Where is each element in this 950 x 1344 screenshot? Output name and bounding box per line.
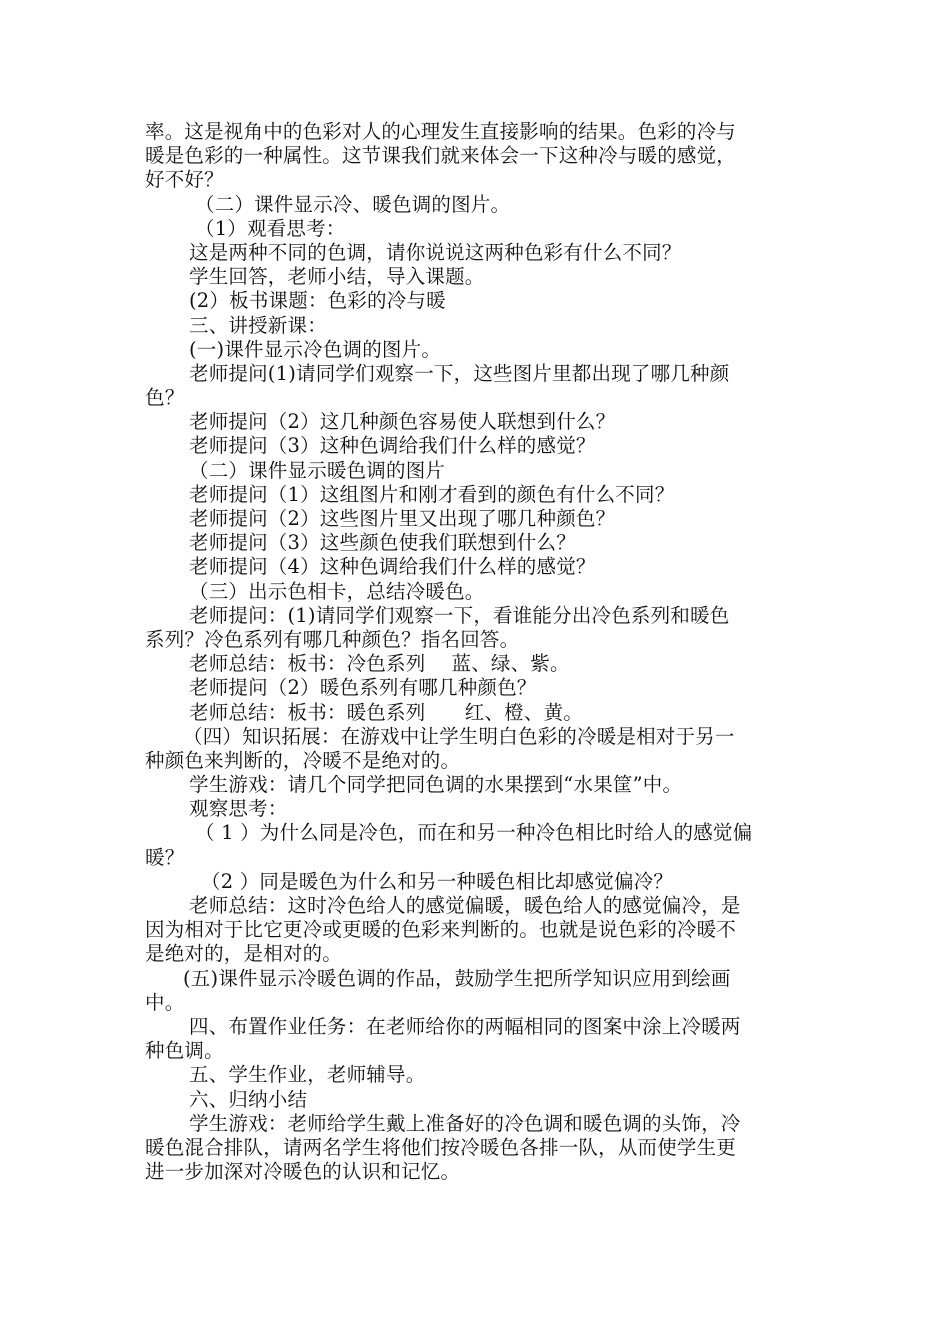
text-line: 老师总结：板书：暖色系列 红、橙、黄。: [189, 700, 584, 724]
text-line: 老师提问（2）这些图片里又出现了哪几种颜色？: [189, 507, 616, 530]
text-line: 老师提问（4）这种色调给我们什么样的感觉？: [189, 555, 596, 579]
text-line: 老师提问（2）这几种颜色容易使人联想到什么？: [189, 410, 616, 434]
text-line: 色？: [145, 386, 185, 410]
text-line: (2）板书课题：色彩的冷与暖: [189, 289, 446, 313]
text-line: (一)课件显示冷色调的图片。: [189, 337, 442, 361]
text-line: 率。这是视角中的色彩对人的心理发生直接影响的结果。色彩的冷与: [145, 120, 737, 143]
text-line: 老师提问（3）这些颜色使我们联想到什么？: [189, 531, 576, 555]
text-line: 老师提问（1）这组图片和刚才看到的颜色有什么不同？: [189, 482, 675, 506]
text-line: 老师提问(1)请同学们观察一下，这些图片里都出现了哪几种颜: [189, 361, 730, 385]
text-line: 学生游戏：老师给学生戴上准备好的冷色调和暖色调的头饰，冷: [189, 1111, 741, 1135]
text-line: 种颜色来判断的，冷暖不是绝对的。: [145, 748, 461, 772]
text-line: 四、布置作业任务：在老师给你的两幅相同的图案中涂上冷暖两: [189, 1014, 741, 1038]
text-line: （2 ）同是暖色为什么和另一种暖色相比却感觉偏冷？: [201, 869, 674, 893]
text-line: （ 1 ）为什么同是冷色，而在和另一种冷色相比时给人的感觉偏: [195, 821, 753, 845]
text-line: 因为相对于比它更冷或更暖的色彩来判断的。也就是说色彩的冷暖不: [145, 918, 737, 942]
text-line: 暖？: [145, 845, 185, 869]
text-line: （三）出示色相卡，总结冷暖色。: [189, 579, 485, 603]
text-line: 学生游戏：请几个同学把同色调的水果摆到“水果筐”中。: [189, 773, 683, 797]
text-line: 学生回答，老师小结，导入课题。: [189, 265, 485, 289]
text-line: 进一步加深对冷暖色的认识和记忆。: [145, 1160, 461, 1184]
text-line: 暖色混合排队，请两名学生将他们按冷暖色各排一队，从而使学生更: [145, 1135, 737, 1159]
text-line: (五)课件显示冷暖色调的作品，鼓励学生把所学知识应用到绘画: [183, 966, 731, 990]
text-line: 三、讲授新课：: [189, 313, 327, 337]
text-line: 暖是色彩的一种属性。这节课我们就来体会一下这种冷与暖的感觉，: [145, 144, 737, 168]
text-line: 老师总结：这时冷色给人的感觉偏暖，暖色给人的感觉偏冷，是: [189, 894, 741, 917]
text-line: 这是两种不同的色调，请你说说这两种色彩有什么不同？: [189, 240, 682, 264]
text-line: （四）知识拓展：在游戏中让学生明白色彩的冷暖是相对于另一: [183, 724, 735, 748]
text-line: 老师总结：板书：冷色系列 蓝、绿、紫。: [189, 652, 570, 676]
text-line: 观察思考：: [189, 797, 288, 821]
text-line: 老师提问（2）暖色系列有哪几种颜色？: [189, 676, 537, 700]
document-body: [145, 120, 810, 1184]
text-line: 好不好？: [145, 168, 224, 192]
text-line: 中。: [145, 990, 185, 1014]
text-line: （1）观看思考：: [195, 216, 346, 240]
text-line: 是绝对的，是相对的。: [145, 942, 343, 966]
text-line: （二）课件显示冷、暖色调的图片。: [195, 192, 511, 216]
text-line: 五、学生作业，老师辅导。: [189, 1063, 426, 1087]
text-line: （二）课件显示暖色调的图片: [189, 458, 446, 482]
text-line: 种色调。: [145, 1039, 224, 1063]
text-line: 老师提问：(1)请同学们观察一下，看谁能分出冷色系列和暖色: [189, 603, 730, 627]
text-line: 六、归纳小结: [189, 1087, 308, 1111]
text-line: 老师提问（3）这种色调给我们什么样的感觉？: [189, 434, 596, 458]
text-line: 系列？冷色系列有哪几种颜色？指名回答。: [145, 627, 520, 651]
